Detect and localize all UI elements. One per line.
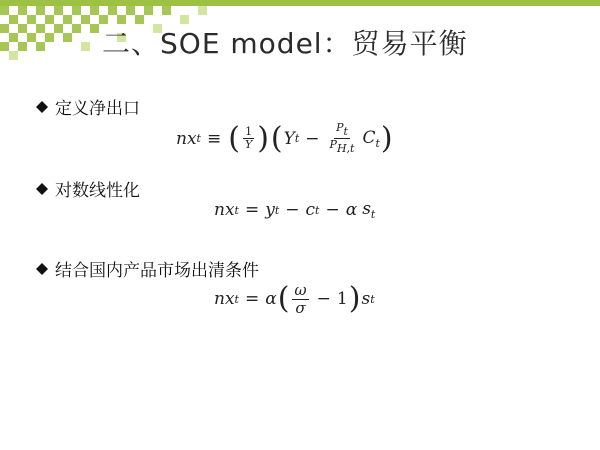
diamond-bullet-icon bbox=[36, 101, 48, 113]
bullet-text: 定义净出口 bbox=[55, 99, 140, 119]
bullet-text: 对数线性化 bbox=[55, 181, 140, 201]
diamond-bullet-icon bbox=[36, 183, 48, 195]
slide-title: 二、SOE model：贸易平衡 bbox=[102, 27, 468, 60]
bullet-define-net-exports bbox=[36, 94, 140, 119]
bullet-market-clearing bbox=[36, 256, 259, 281]
equation-market-clearing: nx t = α ( $\frac{\omega}{\sigma}$ − 1 ) s t bbox=[214, 281, 375, 317]
equation-log-linearized: nx t = y t − c t − α $s_t$ bbox=[214, 199, 376, 221]
equation-net-exports-definition: nx t ≡ ( $\frac{1}{Y}$ ) ( Y t − $\frac{P_t}{P_{H,t}}$ $C_t$ ) bbox=[176, 120, 393, 156]
bullet-log-linearize bbox=[36, 176, 140, 201]
diamond-bullet-icon bbox=[36, 263, 48, 275]
bullet-text: 结合国内产品市场出清条件 bbox=[55, 261, 259, 281]
